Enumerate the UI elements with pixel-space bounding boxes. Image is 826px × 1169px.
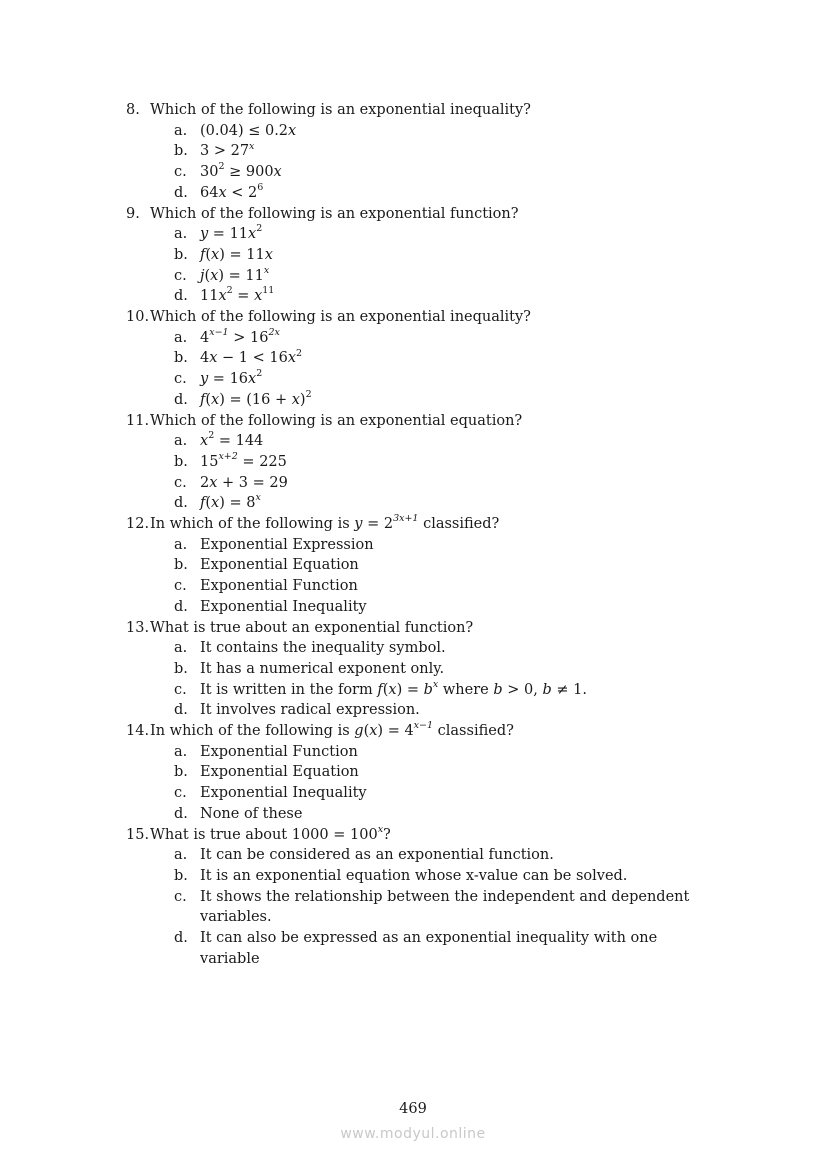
answer-option (174, 680, 726, 701)
question-text (150, 514, 499, 535)
superscript: x (249, 140, 255, 152)
answer-option (174, 266, 726, 287)
answer-option (174, 762, 726, 783)
option-text (200, 742, 700, 763)
superscript: 2 (208, 430, 215, 442)
question-stem (126, 618, 726, 639)
math-variable: f (200, 246, 206, 263)
text-run: 4 (200, 350, 210, 367)
answer-option (174, 473, 726, 494)
option-letter: d. (174, 184, 188, 201)
option-text (200, 762, 700, 783)
superscript: x−1 (209, 326, 229, 338)
option-text (200, 535, 700, 556)
text-run: Exponential Expression (200, 536, 374, 553)
answer-option (174, 141, 726, 162)
option-text (200, 866, 700, 887)
option-letter: d. (174, 930, 188, 946)
question-item (126, 411, 726, 515)
text-run: > 16 (228, 329, 269, 346)
math-variable: x (218, 288, 227, 305)
text-run: = (232, 288, 255, 305)
superscript: 2 (218, 161, 225, 173)
text-run: Exponential Equation (200, 764, 359, 781)
math-variable: y (354, 516, 363, 532)
option-text (200, 348, 700, 369)
answer-option (174, 431, 726, 452)
question-text (150, 825, 391, 846)
option-letter: b. (174, 453, 188, 470)
question-number: 8. (126, 102, 140, 118)
text-run: 30 (200, 164, 219, 181)
option-letter: a. (174, 536, 188, 553)
option-text (200, 224, 700, 245)
text-run: What is true about an exponential function? (150, 619, 474, 636)
option-text (200, 597, 700, 618)
answer-option (174, 348, 726, 369)
superscript: x−1 (413, 720, 434, 732)
answer-option (174, 224, 726, 245)
question-stem (126, 514, 726, 535)
option-letter: d. (174, 805, 188, 822)
text-run: Exponential Inequality (200, 785, 367, 802)
text-run: = 2 (362, 516, 394, 532)
option-letter: c. (174, 164, 187, 181)
option-letter: b. (174, 557, 188, 574)
math-variable: x (287, 350, 297, 367)
text-run: − 1 < 16 (217, 350, 288, 367)
question-text (150, 721, 514, 742)
math-variable: b (423, 681, 433, 698)
answer-option (174, 783, 726, 804)
math-variable: x (210, 267, 219, 284)
superscript: 2 (305, 388, 312, 400)
text-run: 15 (200, 453, 219, 470)
answer-option (174, 286, 726, 307)
question-text (150, 307, 531, 328)
answer-option (174, 845, 726, 866)
option-text (200, 162, 700, 183)
text-run: Exponential Function (200, 578, 358, 595)
option-text (200, 680, 700, 701)
math-variable: y (200, 226, 209, 243)
option-text (200, 390, 700, 411)
text-run: ) = 8 (219, 495, 256, 512)
superscript: 3x+1 (393, 513, 419, 525)
option-letter: c. (174, 681, 187, 698)
answer-option (174, 390, 726, 411)
superscript: 2 (226, 285, 233, 297)
text-run: 4 (200, 329, 210, 346)
option-letter: d. (174, 391, 188, 408)
math-variable: x (388, 681, 397, 698)
math-variable: x (288, 122, 297, 139)
option-letter: b. (174, 660, 188, 677)
option-text (200, 887, 700, 928)
question-item (126, 307, 726, 411)
math-variable: y (200, 371, 209, 388)
answer-option (174, 369, 726, 390)
answer-option (174, 328, 726, 349)
answer-option (174, 452, 726, 473)
question-list (126, 100, 726, 969)
option-letter: a. (174, 329, 188, 346)
option-text (200, 700, 700, 721)
text-run: Which of the following is an exponential function? (150, 205, 519, 222)
math-variable: x (211, 246, 220, 263)
question-item (126, 100, 726, 204)
question-item (126, 721, 726, 825)
option-text (200, 286, 700, 307)
text-run: Exponential Function (200, 743, 358, 760)
option-letter: c. (174, 474, 187, 491)
text-run: What is true about 1000 = 100 (150, 826, 378, 843)
answer-option (174, 742, 726, 763)
question-item (126, 825, 726, 970)
math-variable: g (354, 723, 364, 739)
option-letter: b. (174, 246, 188, 263)
text-run: 64 (200, 184, 219, 201)
text-run: It is written in the form (200, 681, 378, 698)
superscript: 6 (257, 181, 264, 193)
question-stem (126, 721, 726, 742)
option-letter: a. (174, 122, 188, 139)
answer-option (174, 700, 726, 721)
question-number: 12. (126, 516, 150, 532)
text-run: ( (382, 681, 389, 698)
option-text (200, 183, 700, 204)
math-variable: x (248, 226, 257, 243)
text-run: 3 > 27 (200, 143, 250, 160)
text-run: = 144 (214, 433, 264, 450)
option-letter: c. (174, 578, 187, 595)
math-variable: b (493, 681, 503, 698)
superscript: 2x (268, 326, 280, 338)
option-letter: a. (174, 640, 188, 657)
option-text (200, 328, 700, 349)
watermark: www.modyul.online (340, 1126, 486, 1142)
option-text (200, 576, 700, 597)
answer-option (174, 887, 726, 928)
text-run: Which of the following is an exponential inequality? (150, 309, 531, 325)
question-number: 14. (126, 723, 150, 739)
text-run: ( (204, 267, 211, 284)
option-text (200, 638, 700, 659)
math-variable: x (273, 164, 282, 181)
option-text (200, 431, 700, 452)
math-variable: x (254, 288, 263, 305)
superscript: x+2 (218, 451, 238, 463)
option-text (200, 141, 700, 162)
math-variable: x (218, 184, 227, 201)
answer-option (174, 555, 726, 576)
option-text (200, 659, 700, 680)
option-text (200, 266, 700, 287)
text-run: < 2 (226, 184, 258, 201)
option-letter: a. (174, 226, 188, 243)
text-run: Exponential Inequality (200, 598, 367, 615)
option-text (200, 555, 700, 576)
option-letter: d. (174, 288, 188, 305)
math-variable: x (291, 391, 300, 408)
text-run: ? (383, 826, 391, 843)
option-text (200, 473, 700, 494)
option-letter: b. (174, 350, 188, 367)
math-variable: x (211, 495, 220, 512)
superscript: x (263, 264, 270, 276)
text-run: Exponential Equation (200, 557, 359, 574)
text-run: > 0, (502, 681, 543, 698)
question-stem (126, 307, 726, 328)
option-text (200, 369, 700, 390)
math-variable: x (200, 433, 209, 450)
text-run: It has a numerical exponent only. (200, 660, 445, 677)
answer-option (174, 245, 726, 266)
text-run: It contains the inequality symbol. (200, 640, 446, 657)
question-item (126, 204, 726, 308)
text-run: Which of the following is an exponential equation? (150, 412, 523, 429)
text-run: ( (363, 723, 370, 739)
superscript: x (377, 823, 384, 835)
question-item (126, 618, 726, 722)
answer-option (174, 659, 726, 680)
text-run: None of these (200, 805, 303, 822)
text-run: In which of the following is (150, 723, 355, 739)
answer-option (174, 928, 726, 969)
question-stem (126, 100, 726, 121)
text-run: It involves radical expression. (200, 702, 420, 719)
question-number: 11. (126, 412, 150, 429)
question-text (150, 204, 519, 225)
superscript: x (432, 678, 439, 690)
math-variable: x (264, 246, 273, 263)
question-text (150, 100, 531, 121)
text-run: It shows the relationship between the independent and dependent variables. (200, 888, 690, 926)
math-variable: f (200, 495, 206, 512)
answer-option (174, 866, 726, 887)
text-run: In which of the following is (150, 516, 355, 532)
option-letter: b. (174, 143, 188, 160)
option-text (200, 493, 700, 514)
math-variable: x (209, 350, 218, 367)
text-run: ≥ 900 (224, 164, 274, 181)
superscript: 11 (262, 285, 275, 297)
text-run: classified? (433, 723, 514, 739)
text-run: ( (205, 495, 212, 512)
option-letter: c. (174, 785, 187, 802)
text-run: It can also be expressed as an exponential inequality with one variable (200, 930, 658, 967)
page-number: 469 (399, 1101, 427, 1117)
option-letter: c. (174, 371, 187, 388)
option-text (200, 928, 700, 969)
text-run: It is an exponential equation whose x-value can be solved. (200, 867, 628, 884)
text-run: ) (299, 391, 306, 408)
superscript: 2 (256, 223, 263, 235)
math-variable: x (209, 474, 218, 491)
text-run: ) = 11 (218, 267, 264, 284)
answer-option (174, 535, 726, 556)
option-text (200, 452, 700, 473)
question-text (150, 411, 522, 432)
math-variable: x (248, 371, 257, 388)
text-run: It can be considered as an exponential function. (200, 847, 554, 864)
answer-option (174, 638, 726, 659)
answer-option (174, 183, 726, 204)
superscript: 2 (256, 368, 263, 380)
text-run: ) = 4 (377, 723, 414, 739)
text-run: Which of the following is an exponential inequality? (150, 102, 531, 118)
question-number: 9. (126, 205, 140, 222)
text-run: ) = (16 + (219, 391, 292, 408)
option-text (200, 245, 700, 266)
text-run: ( (205, 246, 212, 263)
math-variable: x (211, 391, 220, 408)
text-run: + 3 = 29 (217, 474, 288, 491)
answer-option (174, 162, 726, 183)
text-run: = 225 (237, 453, 287, 470)
option-letter: c. (174, 888, 187, 905)
math-variable: j (200, 267, 205, 284)
text-run: ) = (396, 681, 424, 698)
answer-option (174, 597, 726, 618)
superscript: 2 (296, 347, 303, 359)
option-letter: a. (174, 847, 188, 864)
option-letter: d. (174, 702, 188, 719)
question-number: 10. (126, 309, 150, 325)
option-letter: b. (174, 764, 188, 781)
option-letter: c. (174, 267, 187, 284)
math-variable: f (200, 391, 206, 408)
answer-option (174, 576, 726, 597)
text-run: ≠ 1. (551, 681, 587, 698)
text-run: (0.04) ≤ 0.2 (200, 122, 289, 139)
option-letter: d. (174, 495, 188, 512)
text-run: ( (205, 391, 212, 408)
question-number: 13. (126, 619, 150, 636)
question-item (126, 514, 726, 618)
answer-option (174, 493, 726, 514)
option-text (200, 121, 700, 142)
superscript: x (255, 492, 261, 504)
option-text (200, 804, 700, 825)
question-text (150, 618, 473, 639)
question-stem (126, 825, 726, 846)
math-variable: b (542, 681, 552, 698)
answer-option (174, 804, 726, 825)
math-variable: x (369, 723, 378, 739)
text-run: classified? (418, 516, 500, 532)
question-number: 15. (126, 826, 150, 843)
text-run: 2 (200, 474, 210, 491)
text-run: 11 (200, 288, 219, 305)
option-letter: a. (174, 433, 188, 450)
option-text (200, 783, 700, 804)
question-stem (126, 204, 726, 225)
option-letter: a. (174, 743, 188, 760)
option-letter: d. (174, 598, 188, 615)
text-run: where (438, 681, 494, 698)
option-text (200, 845, 700, 866)
text-run: = 11 (208, 226, 249, 243)
option-letter: b. (174, 867, 188, 884)
question-stem (126, 411, 726, 432)
answer-option (174, 121, 726, 142)
math-variable: f (377, 681, 383, 698)
text-run: ) = 11 (219, 246, 265, 263)
text-run: = 16 (208, 371, 249, 388)
